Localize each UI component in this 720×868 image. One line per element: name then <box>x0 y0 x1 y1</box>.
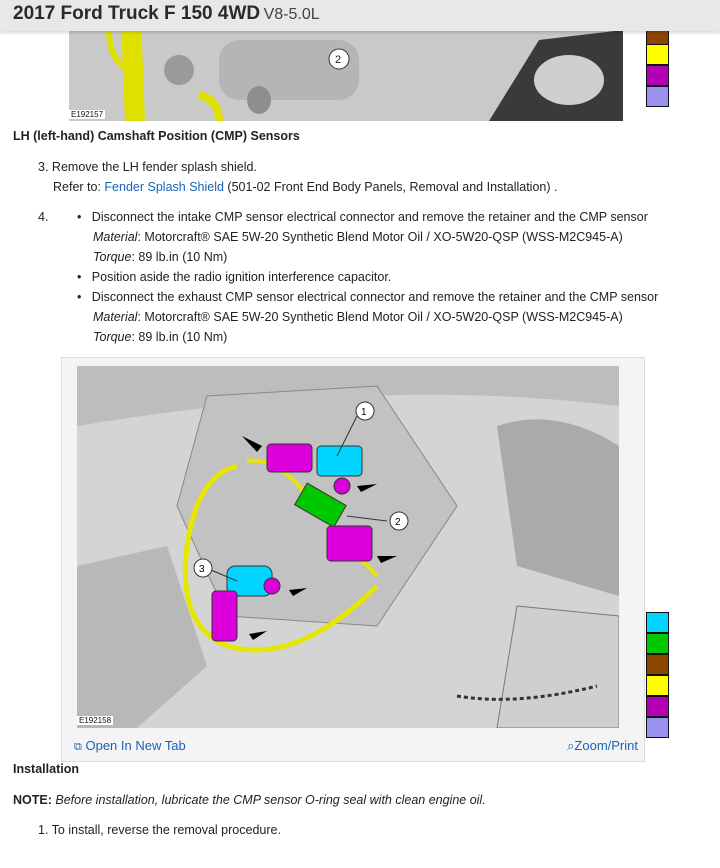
callout-2: 2 <box>395 517 401 528</box>
callout-1: 1 <box>361 407 367 418</box>
legend-swatch-yellow <box>646 675 669 696</box>
torque-value: : 89 lb.in (10 Nm) <box>131 250 228 264</box>
section-title: LH (left-hand) Camshaft Position (CMP) Sensors <box>13 129 300 143</box>
torque-label: Torque <box>93 330 132 344</box>
legend-swatch-magenta <box>646 696 669 717</box>
open-tab-icon: ⧉ <box>74 741 82 753</box>
legend-swatch-brown <box>646 654 669 675</box>
legend-swatch-lavender <box>646 717 669 738</box>
callout-2: 2 <box>335 54 342 66</box>
torque-value: : 89 lb.in (10 Nm) <box>131 330 228 344</box>
engine-label: V8-5.0L <box>263 6 320 23</box>
bullet-text: Position aside the radio ignition interference capacitor. <box>91 270 392 284</box>
figure-e192158 <box>77 366 619 728</box>
note-label: NOTE: <box>13 793 52 807</box>
figure-e192157 <box>69 20 623 121</box>
installation-title: Installation <box>13 762 79 776</box>
step-number: 3. <box>38 160 49 174</box>
legend-swatch-magenta <box>646 65 669 86</box>
step-number: 4. <box>38 210 49 224</box>
legend-swatch-green <box>646 633 669 654</box>
zoom-label: Zoom/Print <box>574 738 638 753</box>
material-label: Material <box>93 230 138 244</box>
legend-swatch-lavender <box>646 86 669 107</box>
material-value: : Motorcraft® SAE 5W-20 Synthetic Blend Motor Oil / XO-5W20-QSP (WSS-M2C945-A) <box>137 310 623 324</box>
fender-splash-shield-link[interactable]: Fender Splash Shield <box>104 180 224 194</box>
bullet-text: Disconnect the exhaust CMP sensor electrical connector and remove the retainer and the CMP sensor <box>91 290 659 304</box>
torque-label: Torque <box>93 250 132 264</box>
vehicle-title: 2017 Ford Truck F 150 4WD <box>13 3 261 24</box>
refer-label: Refer to: <box>53 180 105 194</box>
step-text: Remove the LH fender splash shield. <box>51 160 257 174</box>
legend-swatch-cyan <box>646 612 669 633</box>
legend-swatch-yellow <box>646 44 669 65</box>
open-tab-label: Open In New Tab <box>85 738 186 753</box>
material-value: : Motorcraft® SAE 5W-20 Synthetic Blend Motor Oil / XO-5W20-QSP (WSS-M2C945-A) <box>137 230 623 244</box>
zoom-icon: ⌕ <box>567 738 575 753</box>
page-header <box>0 0 720 31</box>
material-label: Material <box>93 310 138 324</box>
open-in-new-tab-link[interactable] <box>74 738 186 754</box>
bullet-text: Disconnect the intake CMP sensor electrical connector and remove the retainer and the CMP sensor <box>91 210 648 224</box>
figure-container <box>61 357 645 762</box>
note-text: Before installation, lubricate the CMP sensor O-ring seal with clean engine oil. <box>55 793 486 807</box>
figure-id: E192158 <box>79 716 112 725</box>
zoom-print-link[interactable] <box>567 738 638 754</box>
figure-id: E192157 <box>71 110 104 119</box>
refer-suffix: (501-02 Front End Body Panels, Removal and Installation) . <box>223 180 558 194</box>
callout-3: 3 <box>199 564 205 575</box>
install-step: 1. To install, reverse the removal procedure. <box>38 823 281 837</box>
